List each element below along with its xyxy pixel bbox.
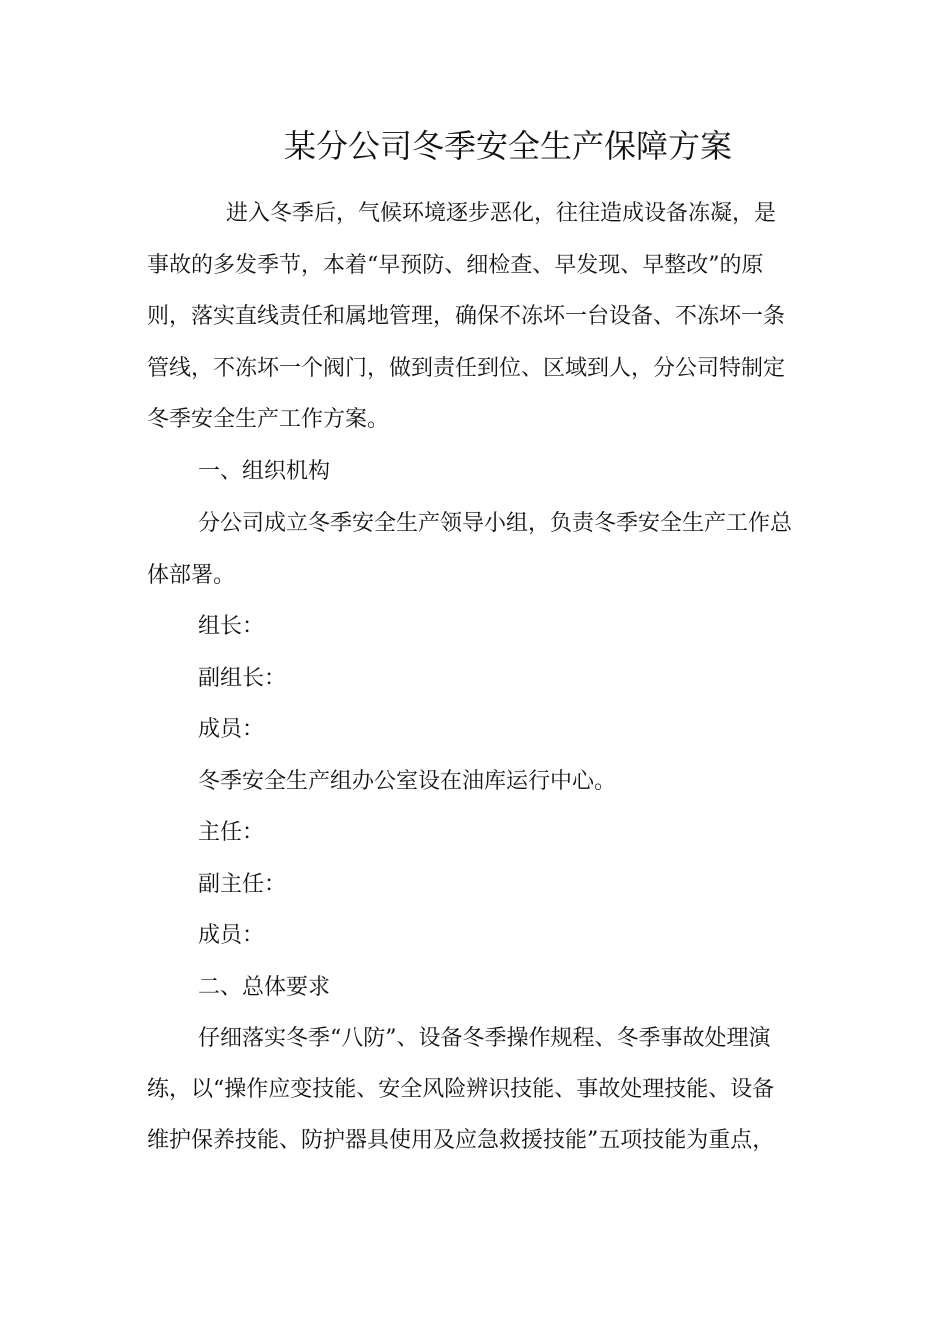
paragraph-line: 练，以“操作应变技能、安全风险辨识技能、事故处理技能、设备 [147, 1077, 775, 1102]
paragraph-line: 体部署。 [147, 563, 236, 588]
role-label: 成员： [198, 717, 265, 742]
role-label: 组长： [198, 614, 265, 639]
paragraph-line: 维护保养技能、防护器具使用及应急救援技能”五项技能为重点， [147, 1128, 775, 1153]
paragraph-line: 事故的多发季节，本着“早预防、细检查、早发现、早整改”的原 [147, 253, 764, 278]
role-label: 主任： [198, 820, 265, 845]
document-title: 某分公司冬季安全生产保障方案 [283, 127, 732, 165]
role-label: 副主任： [198, 872, 287, 897]
section-heading: 一、组织机构 [198, 459, 331, 484]
paragraph-line: 管线，不冻坏一个阀门，做到责任到位、区域到人，分公司特制定 [147, 356, 786, 381]
paragraph-line: 冬季安全生产组办公室设在油库运行中心。 [198, 769, 617, 794]
paragraph-line: 仔细落实冬季“八防”、设备冬季操作规程、冬季事故处理演 [198, 1026, 771, 1051]
section-heading: 二、总体要求 [198, 975, 331, 1000]
paragraph-line: 进入冬季后，气候环境逐步恶化，往往造成设备冻凝，是 [226, 201, 777, 226]
role-label: 成员： [198, 923, 265, 948]
role-label: 副组长： [198, 666, 287, 691]
paragraph-line: 分公司成立冬季安全生产领导小组，负责冬季安全生产工作总 [198, 511, 793, 536]
paragraph-line: 则，落实直线责任和属地管理，确保不冻坏一台设备、不冻坏一条 [147, 304, 786, 329]
paragraph-line: 冬季安全生产工作方案。 [147, 407, 390, 432]
